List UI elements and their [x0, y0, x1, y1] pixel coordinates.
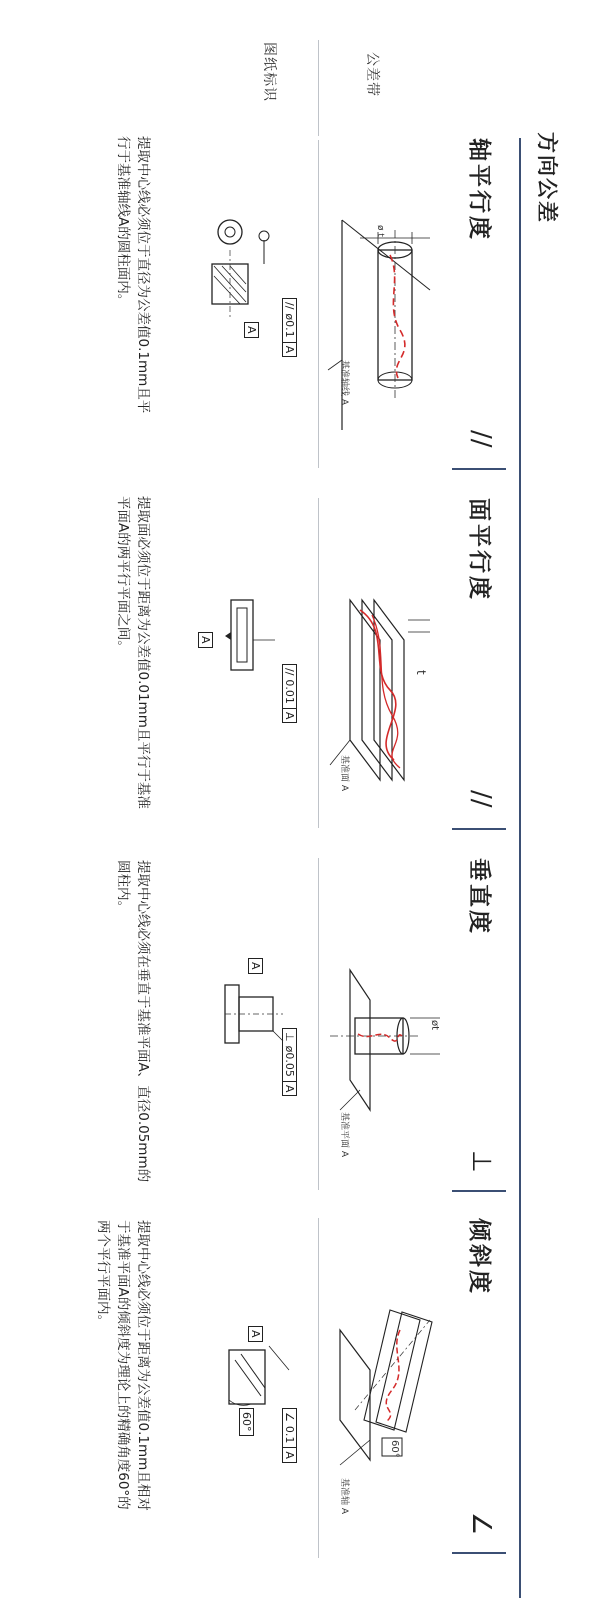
datum-label: 基准面 A	[339, 755, 349, 792]
zone-dimension-label: ø t	[375, 225, 385, 237]
datum-box: A	[248, 958, 263, 974]
page-title: 方向公差	[535, 132, 559, 224]
row-label-tolerance-zone: 公差带	[364, 52, 380, 97]
datum-label: 基准平面 A	[339, 1112, 349, 1158]
perpendicularity-zone-diagram	[330, 960, 440, 1120]
section-description: 提取中心线必须位于直径为公差值0.1mm且平行于基准轴线A的圆柱面内。	[115, 136, 151, 414]
zone-angle-label: 60°	[389, 1440, 400, 1458]
section-description: 提取中心线必须在垂直于基准平面A、直径0.05mm的圆柱内。	[115, 860, 151, 1183]
axis-parallelism-zone-diagram	[330, 210, 440, 440]
frame-symbol: //	[283, 302, 296, 310]
section-divider	[318, 1218, 319, 1558]
feature-control-frame	[282, 1408, 297, 1463]
plane-parallelism-part-drawing	[225, 600, 275, 680]
frame-symbol: //	[283, 668, 296, 676]
datum-label: 基准轴 A	[339, 1478, 349, 1515]
section-rule	[452, 1190, 506, 1192]
frame-datum: A	[283, 708, 296, 720]
section-rule	[452, 828, 506, 830]
zone-dimension-label: t	[414, 670, 428, 675]
section-title: 轴平行度	[466, 138, 492, 242]
feature-control-frame	[282, 1028, 297, 1096]
header-rule	[519, 138, 521, 1598]
section-description: 提取中心线必须位于距离为公差值0.1mm且相对于基准平面A的倾斜度为理论上的精确角度60°的两个平行平面内。	[95, 1220, 151, 1511]
axis-parallelism-part-drawing	[200, 220, 280, 340]
row-label-drawing-notation: 图纸标识	[261, 42, 277, 102]
frame-symbol: ∠	[283, 1412, 296, 1422]
section-rule	[452, 1552, 506, 1554]
frame-value: ø0.1	[283, 313, 296, 338]
frame-value: ø0.05	[283, 1045, 296, 1077]
section-symbol: ∠	[466, 1512, 496, 1536]
feature-control-frame	[282, 664, 297, 723]
frame-value: 0.01	[283, 679, 296, 704]
section-symbol: //	[466, 430, 496, 448]
frame-datum: A	[283, 342, 296, 354]
section-title: 倾斜度	[466, 1218, 492, 1296]
section-divider	[318, 858, 319, 1190]
section-description: 提取面必须位于距离为公差值0.01mm且平行于基准平面A的两平行平面之间。	[115, 496, 151, 809]
feature-control-frame	[282, 298, 297, 357]
section-symbol: ⊥	[466, 1150, 496, 1173]
section-divider	[318, 140, 319, 468]
frame-datum: A	[283, 1081, 296, 1093]
angle-box: 60°	[239, 1408, 254, 1436]
section-title: 垂直度	[466, 858, 492, 936]
section-title: 面平行度	[466, 498, 492, 602]
frame-value: 0.1	[283, 1425, 296, 1444]
datum-box: A	[248, 1326, 263, 1342]
perpendicularity-part-drawing	[225, 975, 285, 1055]
frame-symbol: ⊥	[283, 1032, 296, 1042]
datum-box: A	[244, 322, 259, 338]
section-rule	[452, 468, 506, 470]
datum-label: 基准轴线 A	[339, 360, 349, 406]
frame-datum: A	[283, 1447, 296, 1459]
angularity-zone-diagram	[330, 1290, 440, 1480]
section-divider	[318, 498, 319, 828]
label-divider	[318, 40, 319, 136]
datum-box: A	[198, 632, 213, 648]
section-symbol: //	[466, 790, 496, 808]
zone-dimension-label: øt	[429, 1020, 440, 1031]
